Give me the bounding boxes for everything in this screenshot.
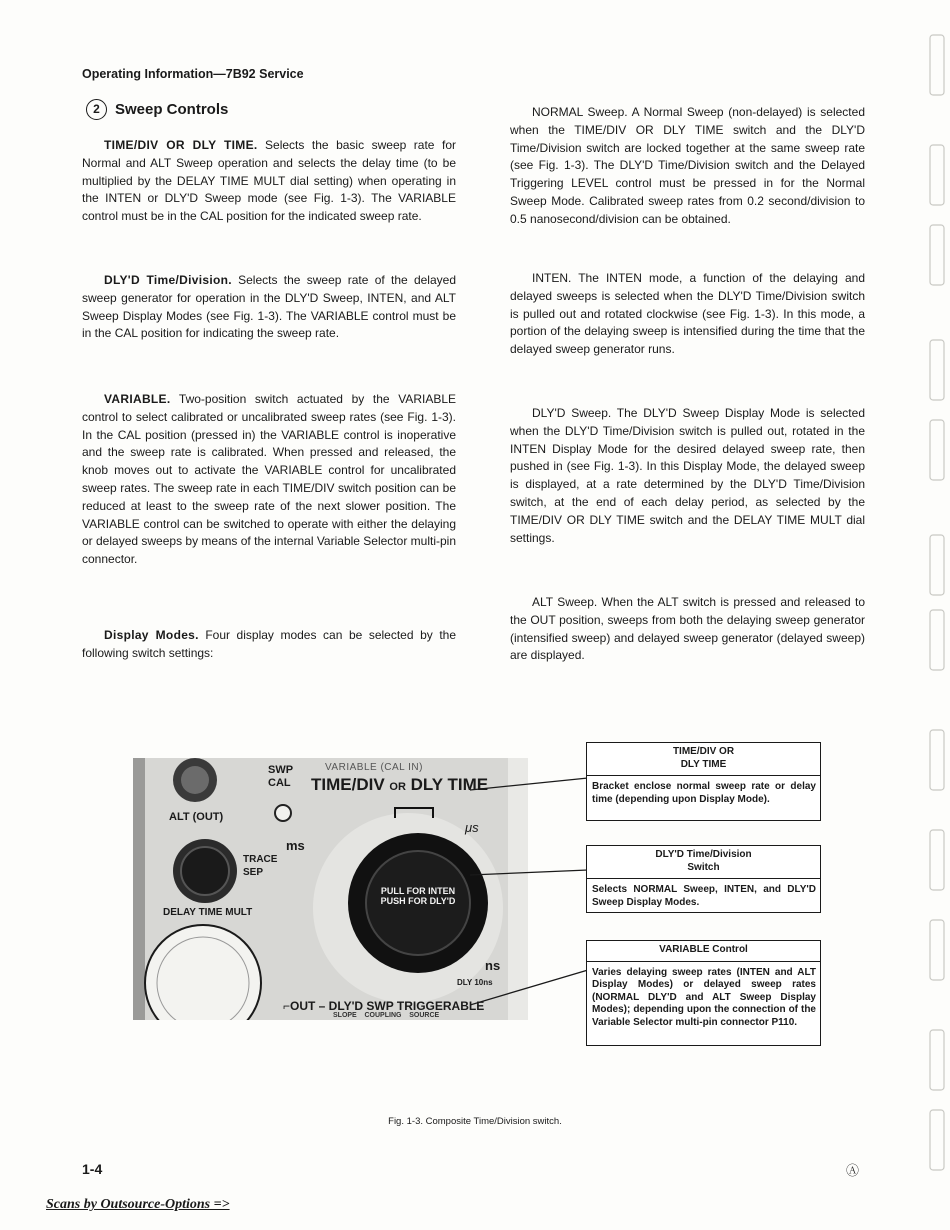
running-header: Operating Information—7B92 Service: [82, 67, 304, 81]
footer-link[interactable]: Scans by Outsource-Options =>: [46, 1197, 230, 1212]
para-alt-sweep: [510, 594, 865, 665]
variable-cal-in-label: VARIABLE (CAL IN): [325, 762, 423, 773]
para-body: Two-position switch actuated by the VARIABLE control to select calibrated or uncalibrated sweep rates (see Fig. 1-3). In the CAL position (pressed in) the VARIABLE control is inoperative and the sweep rate is calibrated. When pressed and released, the knob moves out to activate the VARIABLE control for uncalibrated sweep rates. The sweep rate in each TIME/DIV switch position can be reduced at least to the sweep rate of the next slower position. The VARIABLE control can be switched to operate with either the delaying or delayed sweeps by means of the internal Variable Selector multi-pin connector.: [82, 392, 456, 567]
delay-time-mult-label: DELAY TIME MULT: [163, 907, 253, 918]
para-body: Four display modes can be selected by the following switch settings:: [82, 628, 456, 660]
callout-title: TIME/DIV OR DLY TIME: [587, 743, 820, 776]
callout-body: Selects NORMAL Sweep, INTEN, and DLY'D Sweep Display Modes.: [592, 884, 816, 908]
para-lead: VARIABLE.: [104, 392, 171, 406]
para-body: Selects the sweep rate of the delayed sweep generator for operation in the DLY'D Sweep, INTEN, and ALT Sweep Display Modes (see Fig. 1-3). The VARIABLE control must be in the CAL position for indicating the sweep rate.: [82, 273, 456, 341]
time-div-label: [311, 775, 488, 795]
para-lead: Display Modes.: [104, 628, 199, 642]
para-normal-sweep: [510, 104, 865, 229]
revision-mark: Ⓐ: [846, 1163, 860, 1178]
callout-dlyd-timediv: [586, 845, 821, 913]
para-body: INTEN. The INTEN mode, a function of the delaying and delayed sweeps is selected when the DLY'D Time/Division switch is pulled out and rotated clockwise (see Fig. 1-3). In this mode, a portion of the delaying sweep is intensified during the time that the delayed sweep generator runs.: [510, 271, 865, 357]
para-body: Selects the basic sweep rate for Normal and ALT Sweep operation and selects the delay time (to be multiplied by the DELAY TIME MULT dial setting) when operating in the INTEN or DLY'D Sweep mode (see Fig. 1-3). The VARIABLE control must be in the CAL position for the indicated sweep rate.: [82, 138, 456, 224]
callout-title: VARIABLE Control: [587, 941, 820, 962]
front-panel-photo: [133, 758, 528, 1020]
trace-sep-label: TRACE SEP: [243, 854, 278, 878]
dly-time-text: DLY TIME: [410, 775, 489, 794]
section-title: [86, 99, 228, 120]
edge-tab-rail: [916, 0, 950, 1230]
para-body: NORMAL Sweep. A Normal Sweep (non-delayed) is selected when the TIME/DIV OR DLY TIME switch and the DLY'D Time/Division switch are locked together at the same sweep rate (see Fig. 1-3). The DLY'D Time/Division switch and the Delayed Triggering LEVEL control must be pressed in for the Normal Sweep Mode. Calibrated sweep rates from 0.2 second/division to 0.5 nanosecond/division can be obtained.: [510, 105, 865, 226]
dly-10ns-label: DLY 10ns: [457, 978, 493, 987]
callout-body: Varies delaying sweep rates (INTEN and ALT Display Modes) or delayed sweep rates (NORMAL DLY'D and ALT Sweep Display Modes); depending upon the connection of the Variable Selector multi-pin connector P110.: [592, 966, 816, 1028]
alt-out-label: ALT (OUT): [169, 811, 224, 823]
page-number: 1-4: [82, 1161, 103, 1177]
callout-time-div: [586, 742, 821, 821]
para-time-div: [82, 137, 456, 226]
us-label: μs: [465, 820, 479, 835]
callout-title: DLY'D Time/Division Switch: [587, 846, 820, 879]
out-row2-label: SLOPE COUPLING SOURCE: [333, 1012, 440, 1019]
leader-lines: [470, 760, 590, 1020]
para-dlyd-sweep: [510, 405, 865, 547]
ms-label: ms: [286, 838, 305, 853]
callout-body: Bracket enclose normal sweep rate or delay time (depending upon Display Mode).: [592, 781, 816, 805]
ns-label: ns: [485, 958, 501, 973]
para-inten: [510, 270, 865, 359]
or-text: OR: [389, 781, 406, 793]
section-number-badge: 2: [86, 99, 107, 120]
para-body: DLY'D Sweep. The DLY'D Sweep Display Mode is selected when the DLY'D Time/Division switch is pulled out, rotated in the INTEN Display Mode for the desired delayed sweep rate, then pushed in (see Fig. 1-3). In this Display Mode, the delayed sweep is displayed, at a rate determined by the DLY'D Time/Division switch, at the end of each delay period, as selected by the TIME/DIV OR DLY TIME switch and the DELAY TIME MULT dial settings.: [510, 406, 865, 545]
callout-variable: [586, 940, 821, 1046]
time-div-text: TIME/DIV: [311, 775, 385, 794]
para-lead: DLY'D Time/Division.: [104, 273, 232, 287]
section-title-text: Sweep Controls: [115, 101, 229, 118]
para-display-modes: [82, 627, 456, 663]
out-row-label: ⌐OUT – DLY'D SWP TRIGGERABLE: [283, 999, 485, 1013]
para-dlyd-timediv: [82, 272, 456, 343]
para-lead: TIME/DIV OR DLY TIME.: [104, 138, 258, 152]
para-body: ALT Sweep. When the ALT switch is pressed and released to the OUT position, sweeps from both the delaying sweep generator (intensified sweep) and delayed sweep generator (delayed sweep) are displayed.: [510, 595, 865, 663]
swp-cal-label: SWP CAL: [268, 764, 294, 789]
knob-text: PULL FOR INTEN PUSH FOR DLY'D: [380, 886, 456, 906]
para-variable: [82, 391, 456, 569]
figure-caption: Fig. 1-3. Composite Time/Division switch.: [388, 1116, 562, 1127]
